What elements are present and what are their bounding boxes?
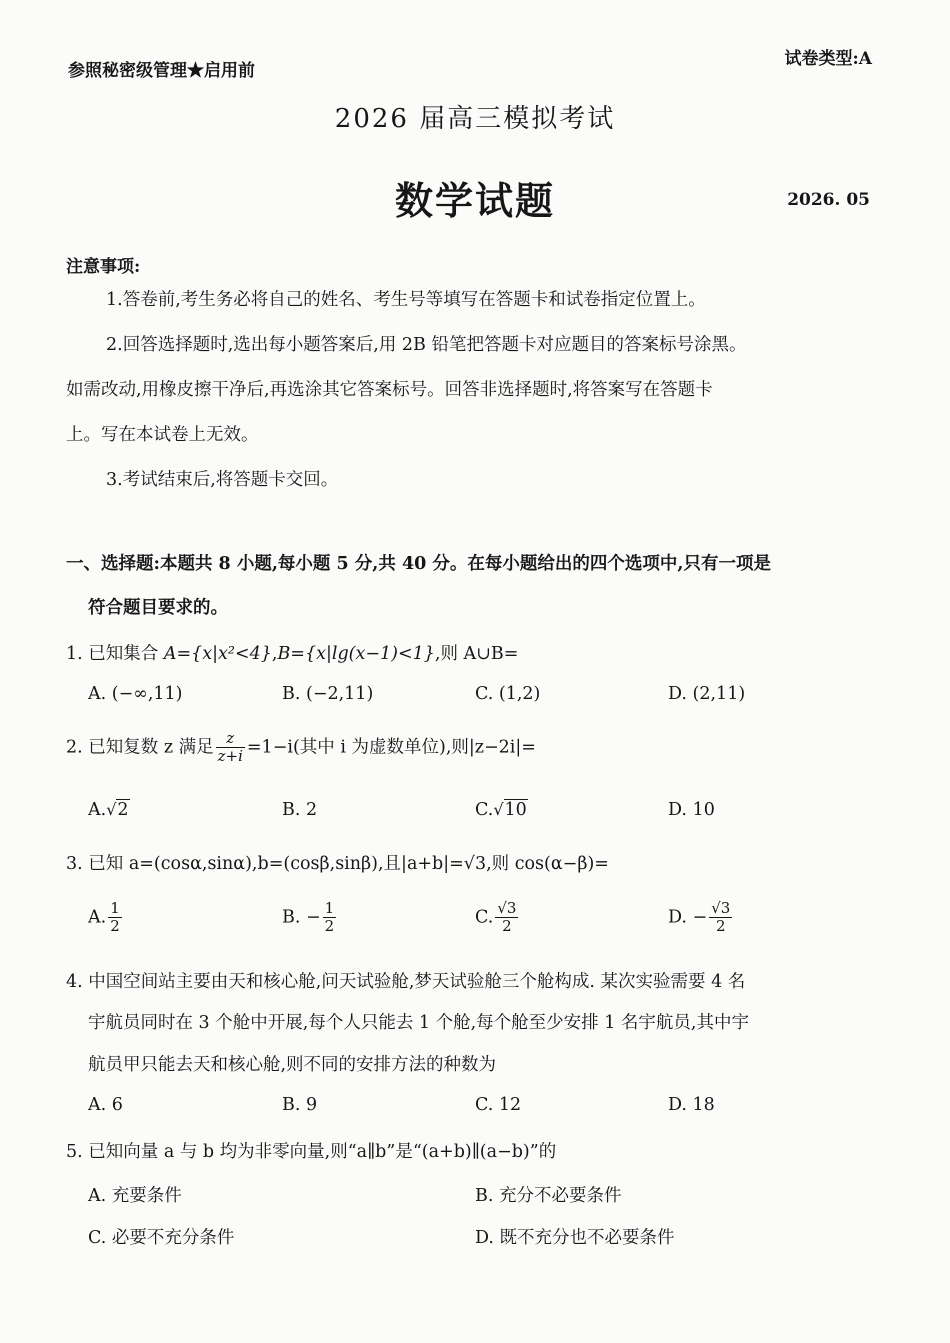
question-3-option-b: B. − $\frac{1}{2}$	[282, 899, 335, 936]
question-4-option-d: D. 18	[668, 1095, 715, 1115]
question-2-option-d: D. 10	[668, 800, 715, 820]
notice-item-2-end: 上。写在本试卷上无效。	[66, 425, 259, 445]
question-2-option-c: C.√10	[475, 800, 527, 820]
question-5-option-b: B. 充分不必要条件	[475, 1186, 622, 1206]
question-3-option-c: C. $\frac{√3}{2}$	[475, 899, 517, 936]
exam-date: 2026. 05	[787, 190, 870, 210]
notice-item-3: 3.考试结束后,将答题卡交回。	[106, 470, 339, 490]
question-1-option-c: C. (1,2)	[475, 684, 541, 704]
question-1-option-b: B. (−2,11)	[282, 684, 374, 704]
question-4-stem-line-3: 航员甲只能去天和核心舱,则不同的安排方法的种数为	[88, 1055, 497, 1075]
question-1-stem: 1. 已知集合 A={x|x²<4},B={x|lg(x−1)<1},则 A∪B=	[66, 644, 519, 664]
question-1-option-d: D. (2,11)	[668, 684, 746, 704]
paper-type-label: 试卷类型:A	[784, 49, 872, 69]
notice-item-2-cont: 如需改动,用橡皮擦干净后,再选涂其它答案标号。回答非选择题时,将答案写在答题卡	[66, 380, 713, 400]
notice-item-1: 1.答卷前,考生务必将自己的姓名、考生号等填写在答题卡和试卷指定位置上。	[106, 290, 706, 310]
question-5-option-d: D. 既不充分也不必要条件	[475, 1228, 675, 1248]
question-2-stem: 2. 已知复数 z 满足 $\frac{z}{z+i}$ =1−i(其中 i 为虚数单位),则|z−2i|=	[66, 729, 536, 766]
question-1-option-a: A. (−∞,11)	[88, 684, 183, 704]
section-heading-cont: 符合题目要求的。	[88, 598, 228, 618]
question-4-stem-line-1: 4. 中国空间站主要由天和核心舱,问天试验舱,梦天试验舱三个舱构成. 某次实验需要 4 名	[66, 972, 746, 992]
section-heading: 一、选择题:本题共 8 小题,每小题 5 分,共 40 分。在每小题给出的四个选项中,只有一项是	[66, 554, 771, 574]
question-3-option-a: A. $\frac{1}{2}$	[88, 899, 120, 936]
question-2-option-a: A.√2	[88, 800, 129, 820]
question-5-option-a: A. 充要条件	[88, 1186, 182, 1206]
notice-heading: 注意事项:	[66, 257, 141, 277]
notice-item-2: 2.回答选择题时,选出每小题答案后,用 2B 铅笔把答题卡对应题目的答案标号涂黑。	[106, 335, 747, 355]
question-4-option-c: C. 12	[475, 1095, 522, 1115]
question-4-stem-line-2: 宇航员同时在 3 个舱中开展,每个人只能去 1 个舱,每个舱至少安排 1 名宇航员,其中宇	[88, 1013, 749, 1033]
question-4-option-b: B. 9	[282, 1095, 318, 1115]
question-4-option-a: A. 6	[88, 1095, 123, 1115]
question-3-option-d: D. − $\frac{√3}{2}$	[668, 899, 731, 936]
question-2-fraction: $\frac{z}{z+i}$	[217, 729, 243, 766]
question-5-option-c: C. 必要不充分条件	[88, 1228, 235, 1248]
question-3-stem: 3. 已知 a=(cosα,sinα),b=(cosβ,sinβ),且|a+b|=√3,则 cos(α−β)=	[66, 854, 609, 874]
question-2-option-b: B. 2	[282, 800, 318, 820]
exam-title: 数学试题	[394, 178, 555, 223]
confidentiality-label: 参照秘密级管理★启用前	[68, 61, 255, 81]
question-5-stem: 5. 已知向量 a 与 b 均为非零向量,则“a∥b”是“(a+b)∥(a−b)”的	[66, 1142, 557, 1162]
exam-name: 2026 届高三模拟考试	[334, 104, 616, 134]
